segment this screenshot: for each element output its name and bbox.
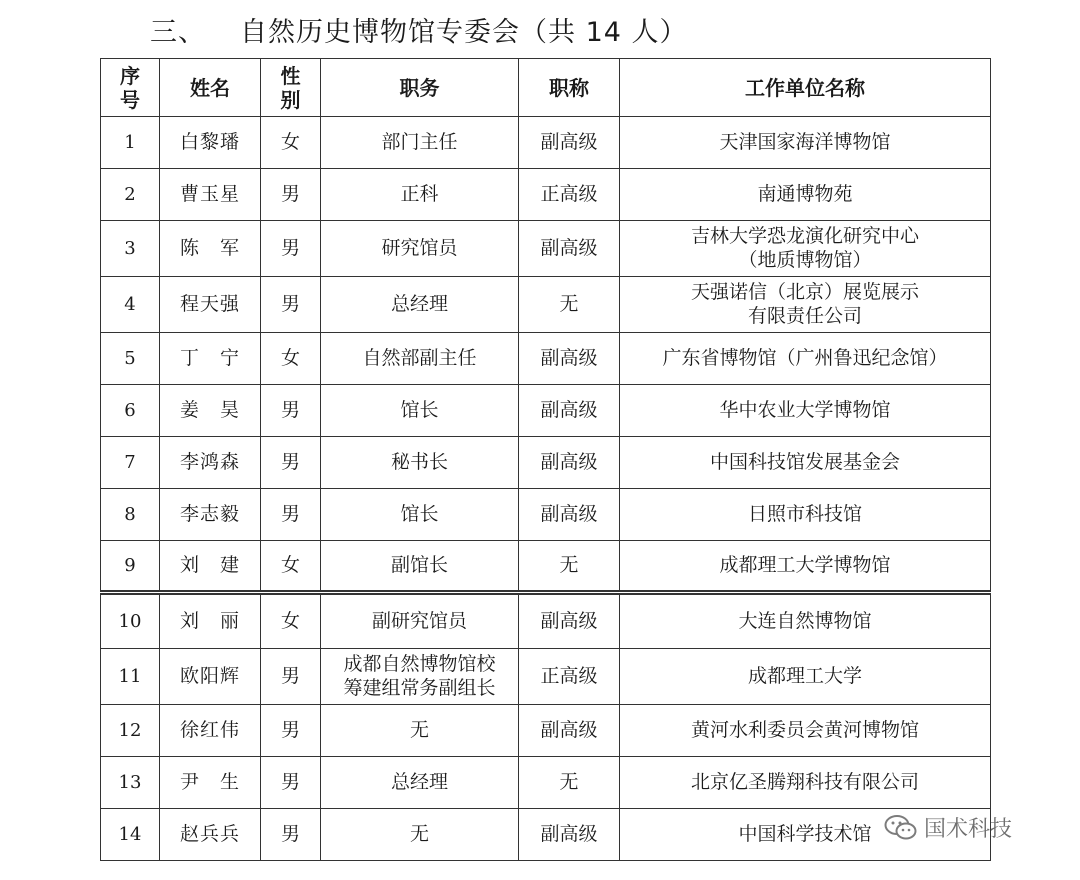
- cell-title: 副高级: [519, 221, 620, 277]
- cell-gender: 女: [261, 593, 321, 649]
- cell-title: 副高级: [519, 437, 620, 489]
- cell-gender: 男: [261, 277, 321, 333]
- table-row: [101, 757, 991, 809]
- cell-seq: 6: [101, 385, 160, 437]
- cell-position: 部门主任: [321, 117, 519, 169]
- header-gender: 性 别: [261, 59, 321, 117]
- cell-seq: 10: [101, 593, 160, 649]
- cell-unit: 大连自然博物馆: [620, 593, 991, 649]
- cell-seq: 8: [101, 489, 160, 541]
- table-row: [101, 333, 991, 385]
- cell-seq: 14: [101, 809, 160, 861]
- section-title: 自然历史博物馆专委会（共 14 人）: [240, 17, 688, 48]
- cell-position: 总经理: [321, 757, 519, 809]
- header-position: 职务: [321, 59, 519, 117]
- cell-unit: 吉林大学恐龙演化研究中心 （地质博物馆）: [620, 221, 991, 277]
- cell-unit: 黄河水利委员会黄河博物馆: [620, 705, 991, 757]
- cell-unit: 成都理工大学博物馆: [620, 541, 991, 593]
- cell-position: 自然部副主任: [321, 333, 519, 385]
- cell-title: 副高级: [519, 705, 620, 757]
- table-row: [101, 541, 991, 593]
- cell-seq: 3: [101, 221, 160, 277]
- cell-gender: 男: [261, 221, 321, 277]
- cell-unit: 北京亿圣腾翔科技有限公司: [620, 757, 991, 809]
- table-row: [101, 385, 991, 437]
- cell-seq: 11: [101, 649, 160, 705]
- cell-position: 副馆长: [321, 541, 519, 593]
- table-row: [101, 705, 991, 757]
- table-row: [101, 489, 991, 541]
- cell-seq: 7: [101, 437, 160, 489]
- header-unit: 工作单位名称: [620, 59, 991, 117]
- header-title: 职称: [519, 59, 620, 117]
- table-row: [101, 117, 991, 169]
- cell-gender: 男: [261, 649, 321, 705]
- watermark-text: 国术科技: [924, 817, 1013, 842]
- cell-title: 副高级: [519, 333, 620, 385]
- table-row: [101, 809, 991, 861]
- cell-name: 陈 军: [160, 221, 261, 277]
- table-row: [101, 169, 991, 221]
- cell-gender: 男: [261, 169, 321, 221]
- cell-unit: 天津国家海洋博物馆: [620, 117, 991, 169]
- cell-name: 李鸿森: [160, 437, 261, 489]
- cell-position: 无: [321, 809, 519, 861]
- cell-gender: 女: [261, 333, 321, 385]
- cell-title: 副高级: [519, 593, 620, 649]
- cell-name: 徐红伟: [160, 705, 261, 757]
- table-row: [101, 437, 991, 489]
- cell-position: 正科: [321, 169, 519, 221]
- cell-position: 成都自然博物馆校 筹建组常务副组长: [321, 649, 519, 705]
- cell-gender: 男: [261, 705, 321, 757]
- cell-unit: 广东省博物馆（广州鲁迅纪念馆）: [620, 333, 991, 385]
- cell-unit: 华中农业大学博物馆: [620, 385, 991, 437]
- cell-title: 无: [519, 277, 620, 333]
- table-row: [101, 221, 991, 277]
- cell-gender: 男: [261, 437, 321, 489]
- cell-seq: 2: [101, 169, 160, 221]
- cell-position: 馆长: [321, 489, 519, 541]
- cell-name: 赵兵兵: [160, 809, 261, 861]
- cell-title: 无: [519, 757, 620, 809]
- cell-title: 副高级: [519, 489, 620, 541]
- cell-seq: 12: [101, 705, 160, 757]
- cell-unit: 成都理工大学: [620, 649, 991, 705]
- cell-seq: 13: [101, 757, 160, 809]
- cell-name: 白黎璠: [160, 117, 261, 169]
- cell-name: 尹 生: [160, 757, 261, 809]
- cell-name: 欧阳辉: [160, 649, 261, 705]
- cell-name: 曹玉星: [160, 169, 261, 221]
- cell-name: 程天强: [160, 277, 261, 333]
- cell-seq: 1: [101, 117, 160, 169]
- cell-name: 丁 宁: [160, 333, 261, 385]
- cell-gender: 男: [261, 809, 321, 861]
- table-header-row: [101, 59, 991, 117]
- cell-position: 秘书长: [321, 437, 519, 489]
- cell-title: 副高级: [519, 117, 620, 169]
- cell-title: 正高级: [519, 169, 620, 221]
- cell-title: 正高级: [519, 649, 620, 705]
- cell-unit: 中国科学技术馆: [620, 809, 991, 861]
- cell-unit: 南通博物苑: [620, 169, 991, 221]
- wechat-icon: [884, 814, 918, 842]
- cell-position: 总经理: [321, 277, 519, 333]
- cell-name: 姜 昊: [160, 385, 261, 437]
- cell-gender: 女: [261, 117, 321, 169]
- cell-position: 研究馆员: [321, 221, 519, 277]
- table-row: [101, 277, 991, 333]
- cell-unit: 日照市科技馆: [620, 489, 991, 541]
- cell-position: 馆长: [321, 385, 519, 437]
- table-row: [101, 593, 991, 649]
- cell-unit: 天强诺信（北京）展览展示 有限责任公司: [620, 277, 991, 333]
- cell-gender: 男: [261, 385, 321, 437]
- header-name: 姓名: [160, 59, 261, 117]
- cell-title: 无: [519, 541, 620, 593]
- cell-name: 李志毅: [160, 489, 261, 541]
- cell-unit: 中国科技馆发展基金会: [620, 437, 991, 489]
- cell-name: 刘 建: [160, 541, 261, 593]
- page-title: [150, 10, 688, 49]
- cell-seq: 4: [101, 277, 160, 333]
- member-table: [100, 58, 991, 861]
- cell-gender: 男: [261, 757, 321, 809]
- cell-gender: 男: [261, 489, 321, 541]
- cell-position: 无: [321, 705, 519, 757]
- cell-title: 副高级: [519, 385, 620, 437]
- cell-gender: 女: [261, 541, 321, 593]
- cell-position: 副研究馆员: [321, 593, 519, 649]
- cell-seq: 9: [101, 541, 160, 593]
- cell-seq: 5: [101, 333, 160, 385]
- cell-title: 副高级: [519, 809, 620, 861]
- header-seq: 序 号: [101, 59, 160, 117]
- watermark: [884, 812, 1012, 843]
- section-number: 三、: [150, 17, 206, 48]
- table-row: [101, 649, 991, 705]
- cell-name: 刘 丽: [160, 593, 261, 649]
